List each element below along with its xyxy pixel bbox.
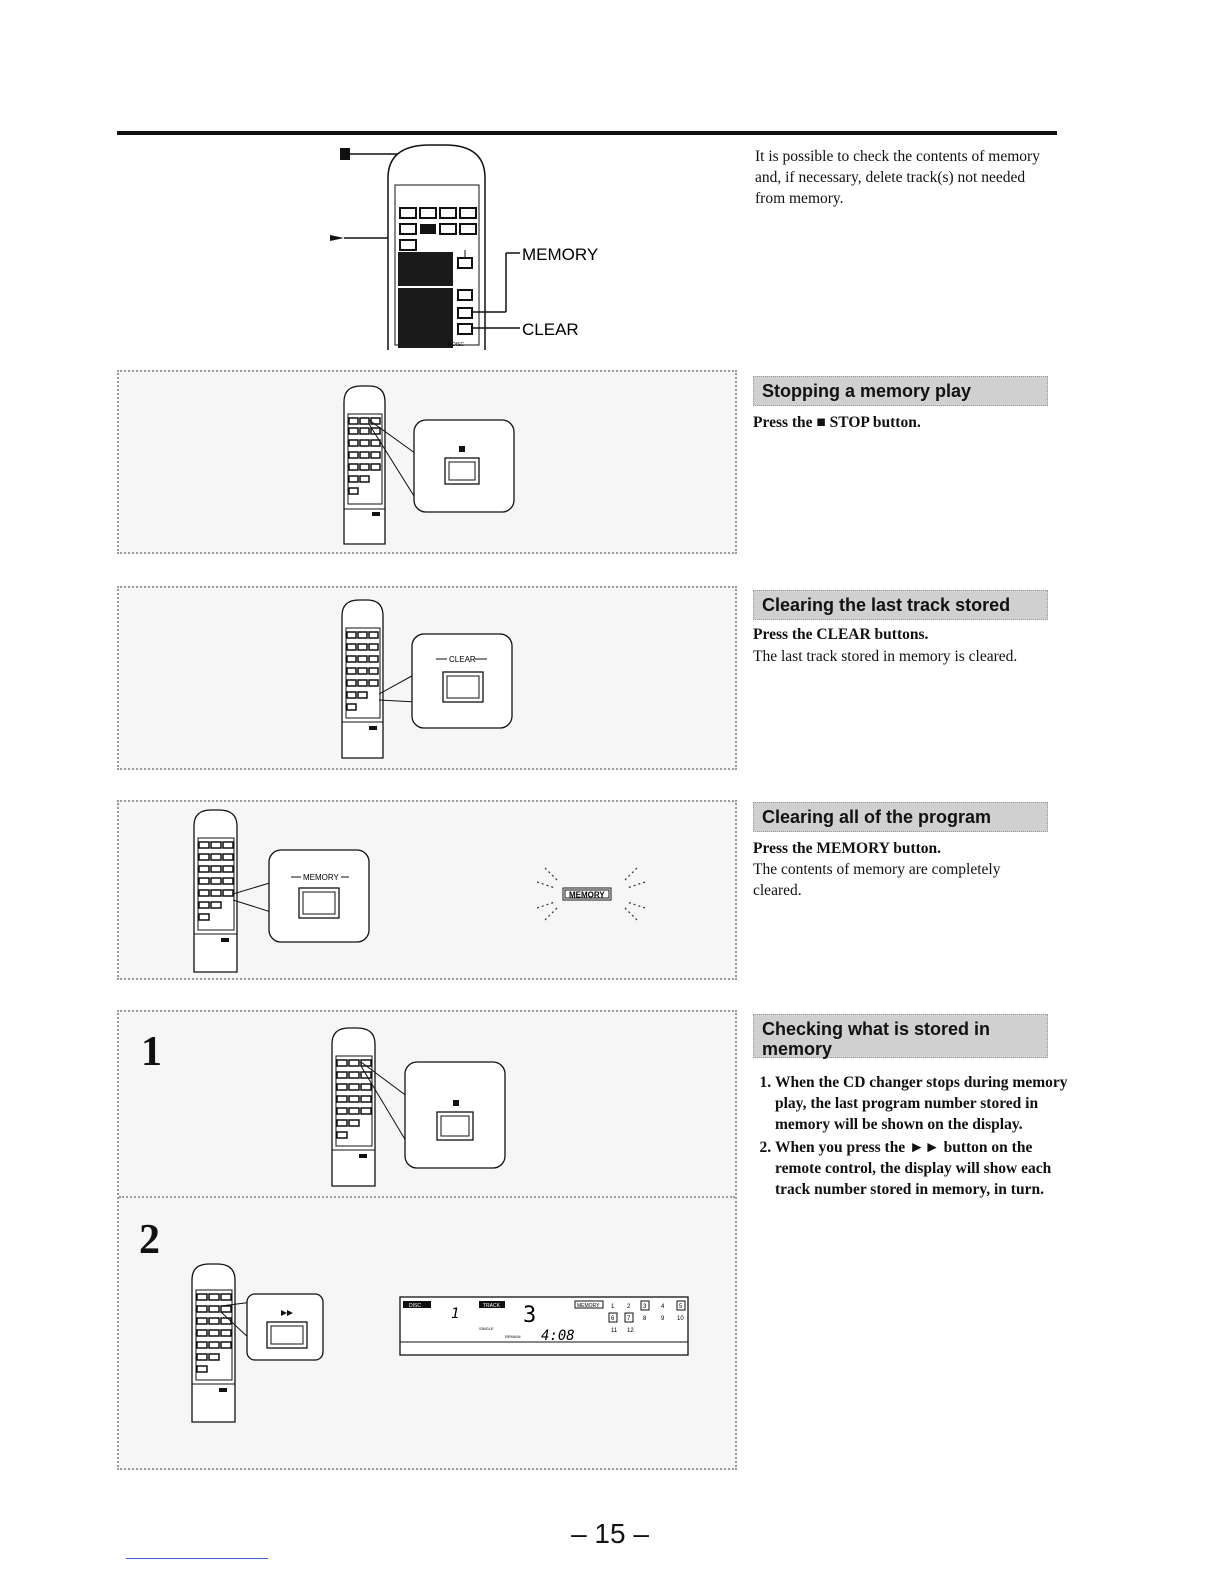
svg-text:1: 1: [611, 1304, 615, 1310]
svg-text:9: 9: [661, 1316, 665, 1322]
display-disc-label: DISC: [409, 1303, 421, 1309]
display-track-value: 3: [523, 1303, 537, 1328]
remote-step2-figure: [189, 1262, 369, 1430]
clear-callout-label: CLEAR: [522, 320, 579, 339]
svg-text:2: 2: [627, 1304, 631, 1310]
display-track-label: TRACK: [483, 1303, 500, 1309]
check-step-2: 2. When you press the ►► button on the remote control, the display will show each track number stored in memory, in turn.: [775, 1137, 1075, 1200]
note-clear-last: The last track stored in memory is cleared.: [753, 648, 1018, 665]
check-steps-list: [748, 1072, 1075, 1202]
remote-stop-figure: [339, 384, 519, 549]
heading-check: Checking what is stored in memory: [753, 1014, 1048, 1058]
note-clear-all: The contents of memory are completely cleared.: [753, 861, 1001, 899]
svg-text:8: 8: [643, 1316, 647, 1322]
instruction-clear-last: Press the CLEAR buttons.: [753, 626, 929, 643]
svg-text:6: 6: [611, 1316, 615, 1322]
top-rule: [117, 131, 1057, 135]
svg-text:12: 12: [627, 1328, 634, 1334]
svg-text:4: 4: [661, 1304, 665, 1310]
memory-callout-label: MEMORY: [522, 245, 599, 264]
memory-indicator: MEMORY: [569, 890, 605, 900]
cd-display-figure: [399, 1296, 689, 1358]
panel-check: [117, 1010, 737, 1470]
fast-forward-symbol-icon: [330, 235, 344, 241]
instruction-stop: Press the ■ STOP button.: [753, 414, 921, 431]
svg-text:3: 3: [643, 1304, 647, 1310]
display-time: 4:08: [541, 1328, 575, 1344]
svg-text:11: 11: [611, 1328, 618, 1334]
page-number: – 15 –: [571, 1518, 649, 1549]
display-remain-label: REMAIN: [505, 1334, 521, 1339]
display-memory-label: MEMORY: [577, 1303, 600, 1309]
check-step-1: 1. When the CD changer stops during memory play, the last program number stored in memory will be shown on the display.: [775, 1072, 1075, 1135]
heading-stop: Stopping a memory play: [753, 376, 1048, 406]
step-number-2: 2: [139, 1217, 160, 1263]
svg-text:10: 10: [677, 1316, 684, 1322]
svg-text:7: 7: [627, 1316, 631, 1322]
intro-paragraph: It is possible to check the contents of memory and, if necessary, delete track(s) not needed from memory.: [755, 148, 1040, 207]
panel-clear-last: [117, 586, 737, 770]
step-number-1: 1: [141, 1029, 162, 1075]
display-disc-value: 1: [451, 1306, 460, 1322]
memory-blink-figure: [537, 858, 647, 938]
remote-step1-figure: [329, 1026, 514, 1191]
remote-memory-figure: [191, 808, 381, 978]
stop-symbol-icon: [340, 148, 350, 160]
memory-zoom-label: MEMORY: [303, 873, 339, 882]
instruction-clear-all: Press the MEMORY button.: [753, 840, 942, 857]
footer-link-line: [126, 1558, 268, 1559]
heading-clear-all: Clearing all of the program: [753, 802, 1048, 832]
clear-zoom-label: CLEAR: [449, 655, 476, 664]
panel-stop: [117, 370, 737, 554]
stop-symbol-icon: [453, 1100, 459, 1106]
display-single-label: SINGLE: [479, 1326, 494, 1331]
step-divider: [119, 1196, 735, 1198]
remote-clear-figure: [339, 598, 519, 768]
panel-clear-all: [117, 800, 737, 980]
disc-model-label: 6 DISC: [448, 342, 465, 348]
stop-symbol-icon: [459, 446, 465, 452]
svg-text:5: 5: [679, 1304, 683, 1310]
remote-overview-figure: [330, 140, 630, 355]
heading-clear-last: Clearing the last track stored: [753, 590, 1048, 620]
